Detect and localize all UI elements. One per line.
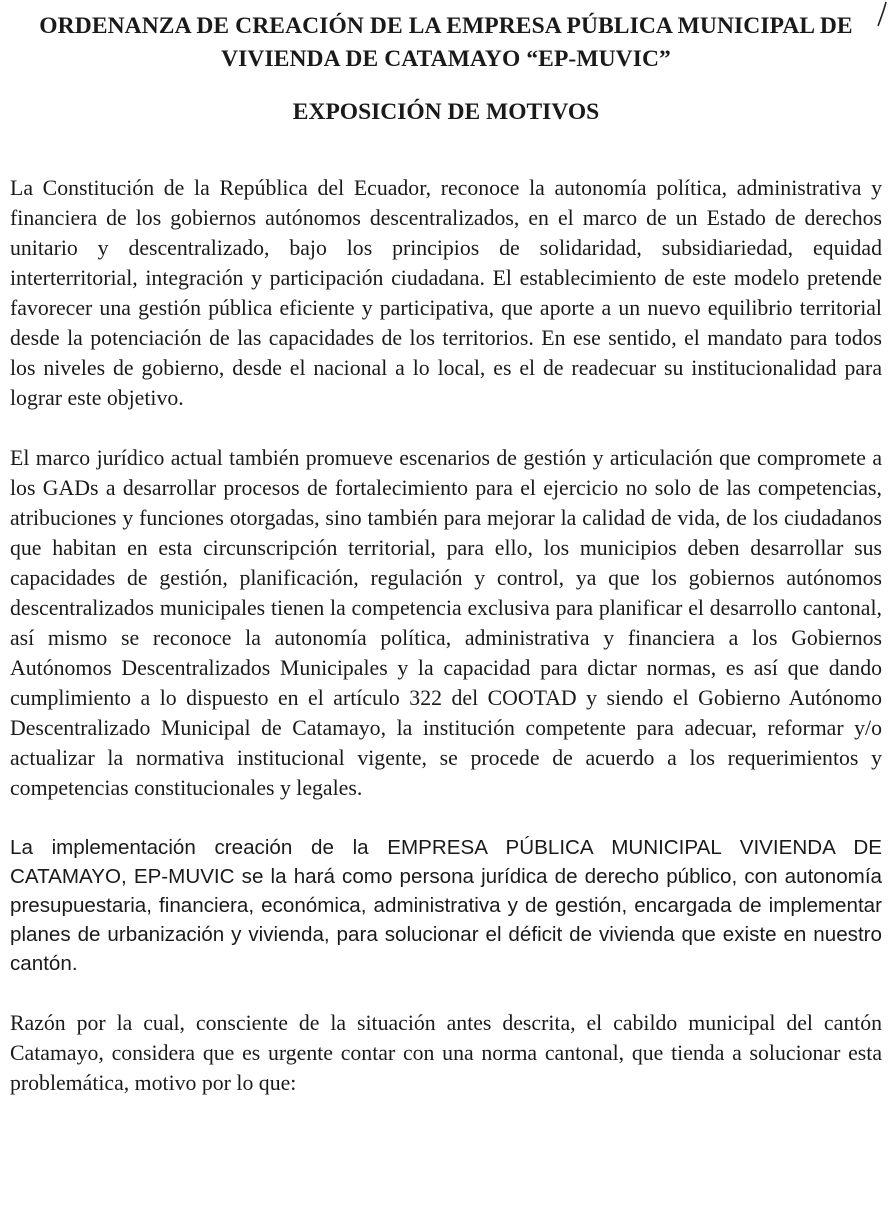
section-heading: EXPOSICIÓN DE MOTIVOS bbox=[292, 99, 600, 125]
paragraph-1: La Constitución de la República del Ecuador, reconoce la autonomía política, administrativa y financiera de los gobiernos autónomos descentralizados, en el marco de un Estado de derechos unitario y descentralizado, bajo los principios de solidaridad, subsidiariedad, equidad interterritorial, integración y participación ciudadana. El establecimiento de este modelo pretende favorecer una gestión pública eficiente y participativa, que aporte a un nuevo equilibrio territorial desde la potenciación de las capacidades de los territorios. En ese sentido, el mandato para todos los niveles de gobierno, desde el nacional a lo local, es el de readecuar su institucionalidad para lograr este objetivo. bbox=[10, 176, 882, 410]
corner-pen-mark bbox=[874, 0, 888, 30]
title-line-2: VIVIENDA DE CATAMAYO “EP-MUVIC” bbox=[221, 46, 671, 72]
document-title bbox=[10, 0, 882, 76]
paragraph-2: El marco jurídico actual también promueve escenarios de gestión y articulación que compromete a los GADs a desarrollar procesos de fortalecimiento para el ejercicio no solo de las competencias, atribuciones y funciones otorgadas, sino también para mejorar la calidad de vida, de los ciudadanos que habitan en esta circunscripción territorial, para ello, los municipios deben desarrollar sus capacidades de gestión, planificación, regulación y control, ya que los gobiernos autónomos descentralizados municipales tienen la competencia exclusiva para planificar el desarrollo cantonal, así mismo se reconoce la autonomía política, administrativa y financiera a los Gobiernos Autónomos Descentralizados Municipales y la capacidad para dictar normas, es así que dando cumplimiento a lo dispuesto en el artículo 322 del COOTAD y siendo el Gobierno Autónomo Descentralizado Municipal de Catamayo, la institución competente para adecuar, reformar y/o actualizar la normativa institucional vigente, se procede de acuerdo a los requerimientos y competencias constitucionales y legales. bbox=[10, 446, 882, 800]
paragraph-4: Razón por la cual, consciente de la situación antes descrita, el cabildo municipal del cantón Catamayo, considera que es urgente contar con una norma cantonal, que tienda a solucionar esta problemática, motivo por lo que: bbox=[10, 1011, 882, 1095]
title-line-1: ORDENANZA DE CREACIÓN DE LA EMPRESA PÚBLICA MUNICIPAL DE bbox=[39, 13, 853, 39]
paragraph-3: La implementación creación de la EMPRESA PÚBLICA MUNICIPAL VIVIENDA DE CATAMAYO, EP-MUVIC se la hará como persona jurídica de derecho público, con autonomía presupuestaria, financiera, económica, administrativa y de gestión, encargada de implementar planes de urbanización y vivienda, para solucionar el déficit de vivienda que existe en nuestro cantón. bbox=[10, 836, 882, 975]
